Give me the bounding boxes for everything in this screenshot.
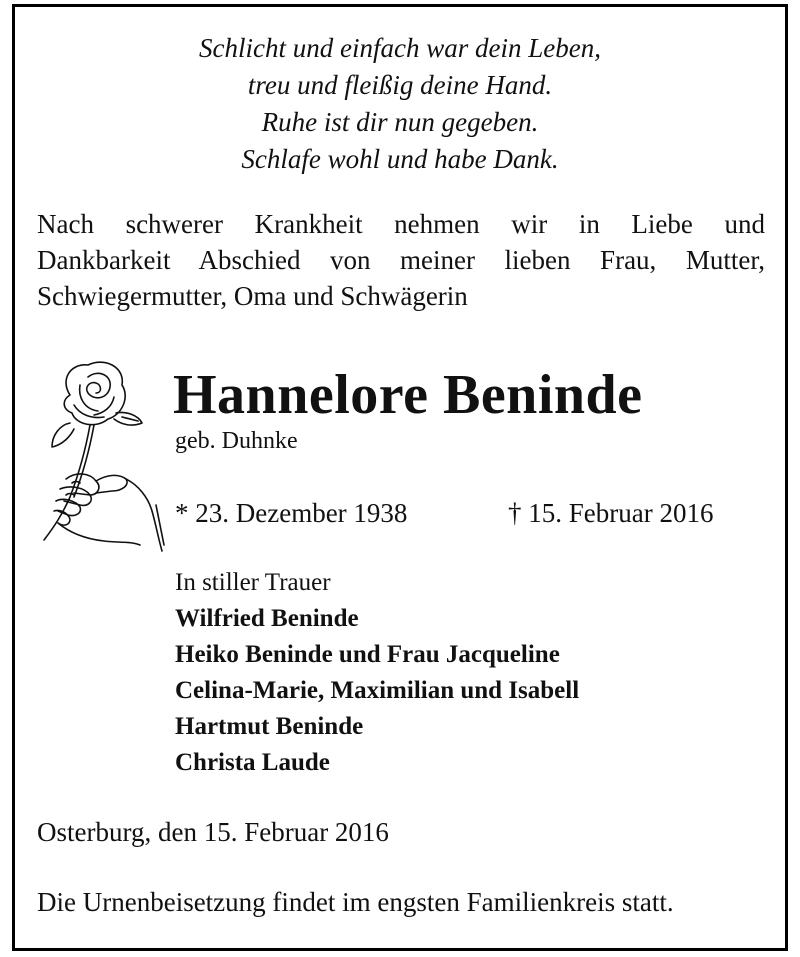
maiden-name: geb. Duhnke	[175, 428, 298, 454]
mourner-name: Celina-Marie, Maximilian und Isabell	[175, 677, 580, 704]
burial-note: Die Urnenbeisetzung findet im engsten Familienkreis statt.	[37, 887, 674, 917]
mourners-block	[175, 565, 579, 781]
intro-line: Dankbarkeit Abschied von meiner lieben Frau, Mutter,	[37, 245, 765, 275]
birth-date: * 23. Dezember 1938	[175, 498, 408, 528]
mourner-name: Christa Laude	[175, 749, 330, 776]
mourner-name: Wilfried Beninde	[175, 605, 359, 632]
poem	[0, 30, 800, 178]
poem-line: treu und fleißig deine Hand.	[247, 70, 553, 100]
deceased-name: Hannelore Beninde	[173, 364, 643, 426]
place-and-date: Osterburg, den 15. Februar 2016	[37, 817, 389, 847]
mourner-name: Hartmut Beninde	[175, 713, 364, 740]
intro-line: Schwiegermutter, Oma und Schwägerin	[37, 281, 468, 311]
poem-line: Schlafe wohl und habe Dank.	[241, 144, 559, 174]
intro-line: Nach schwerer Krankheit nehmen wir in Liebe und	[37, 209, 765, 239]
death-date: † 15. Februar 2016	[508, 498, 714, 528]
mourners-heading: In stiller Trauer	[175, 569, 331, 596]
poem-line: Ruhe ist dir nun gegeben.	[261, 107, 539, 137]
poem-line: Schlicht und einfach war dein Leben,	[199, 33, 601, 63]
mourner-name: Heiko Beninde und Frau Jacqueline	[175, 641, 560, 668]
intro-text	[37, 206, 765, 314]
rose-in-hand-icon	[30, 355, 180, 555]
